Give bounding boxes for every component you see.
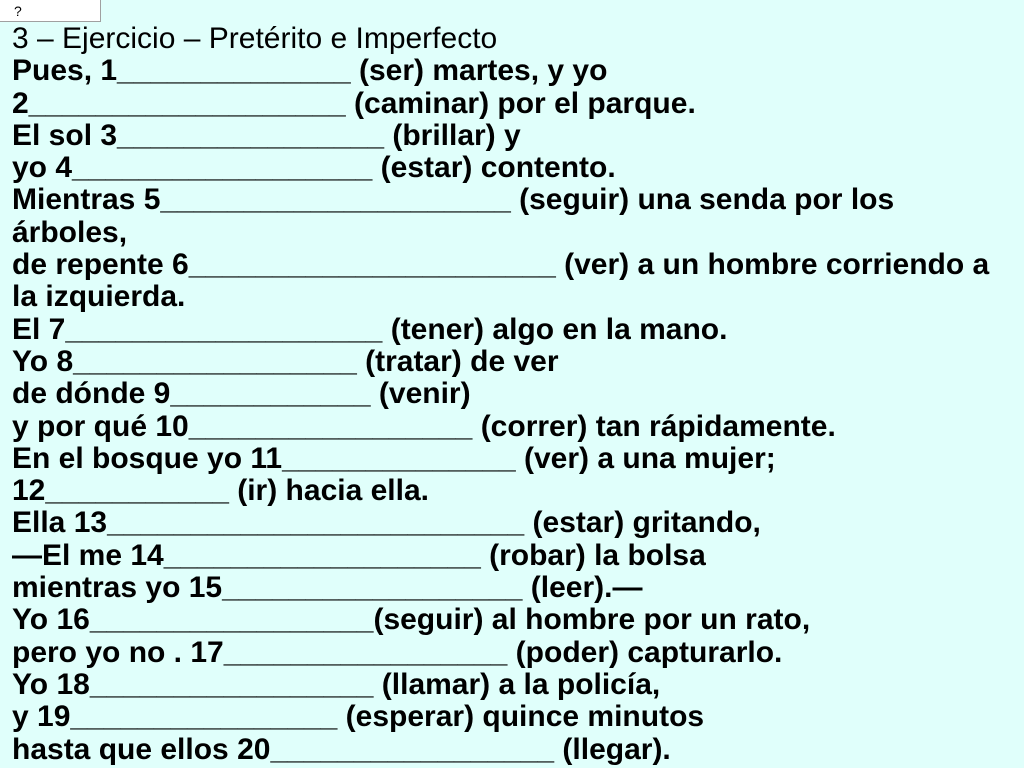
exercise-line-13: En el bosque yo 11______________ (ver) a una mujer; (12, 441, 776, 475)
exercise-line-22: hasta que ellos 20_________________ (llegar). (12, 732, 671, 766)
exercise-line-18: Yo 16_________________(seguir) al hombre por un rato, (12, 603, 811, 637)
exercise-line-14: 12___________ (ir) hacia ella. (12, 474, 429, 508)
exercise-line-19: pero yo no . 17_________________ (poder) capturarlo. (12, 635, 783, 669)
broken-image-placeholder (0, 0, 101, 22)
exercise-title: 3 – Ejercicio – Pretérito e Imperfecto (12, 22, 498, 55)
exercise-line-1: Pues, 1______________ (ser) martes, y yo (12, 54, 608, 88)
exercise-line-21: y 19________________ (esperar) quince minutos (12, 700, 705, 734)
exercise-line-7: de repente 6______________________ (ver) a un hombre corriendo a (12, 248, 990, 282)
exercise-line-17: mientras yo 15__________________ (leer).— (12, 571, 643, 605)
exercise-line-5: Mientras 5_____________________ (seguir) una senda por los (12, 183, 895, 217)
exercise-line-9: El 7___________________ (tener) algo en la mano. (12, 312, 728, 346)
exercise-line-8: la izquierda. (12, 280, 186, 314)
exercise-line-11: de dónde 9____________ (venir) (12, 377, 471, 411)
exercise-line-16: —El me 14___________________ (robar) la bolsa (12, 538, 706, 572)
exercise-line-2: 2___________________ (caminar) por el parque. (12, 86, 696, 120)
question-mark-icon: ? (14, 3, 22, 19)
exercise-line-10: Yo 8_________________ (tratar) de ver (12, 344, 559, 378)
exercise-text (12, 23, 1024, 766)
exercise-line-4: yo 4__________________ (estar) contento. (12, 151, 616, 185)
exercise-line-12: y por qué 10_________________ (correr) tan rápidamente. (12, 409, 836, 443)
exercise-line-15: Ella 13_________________________ (estar) gritando, (12, 506, 761, 540)
exercise-line-6: árboles, (12, 215, 128, 249)
exercise-line-3: El sol 3________________ (brillar) y (12, 118, 521, 152)
exercise-line-20: Yo 18_________________ (llamar) a la policía, (12, 667, 661, 701)
